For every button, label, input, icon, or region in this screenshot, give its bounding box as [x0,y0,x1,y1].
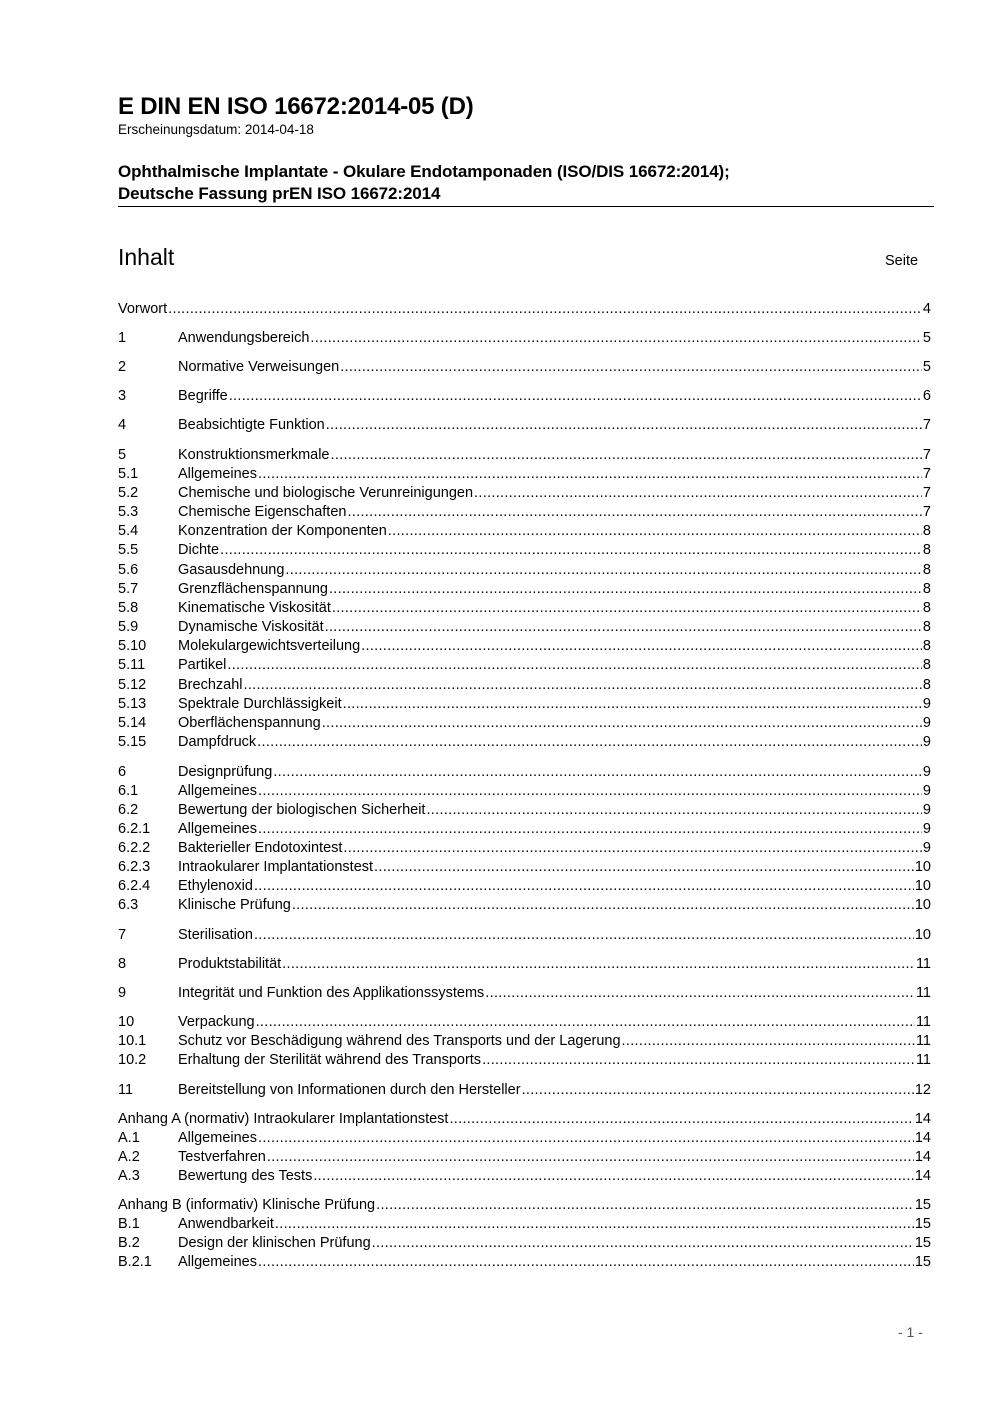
toc-entry-page: 9 [922,783,931,799]
toc-entry-label: Anhang B (informativ) Klinische Prüfung [118,1197,376,1213]
toc-entry[interactable] [118,1081,931,1100]
toc-entry-label: Anwendbarkeit [178,1216,274,1232]
toc-dot-leader [254,877,914,896]
toc-dot-leader [258,1253,914,1272]
toc-dot-leader [388,522,922,541]
toc-entry[interactable] [118,637,931,656]
toc-entry[interactable] [118,446,931,465]
toc-entry-page: 8 [922,523,931,539]
toc-entry[interactable] [118,599,931,618]
toc-dot-leader [374,858,914,877]
toc-entry-label: Designprüfung [178,764,273,780]
toc-entry-number: 6.2.3 [118,859,151,875]
publication-date: Erscheinungsdatum: 2014-04-18 [118,122,314,137]
toc-entry[interactable] [118,387,931,406]
toc-entry-label: Integrität und Funktion des Applikationssystems [178,985,485,1001]
toc-entry-page: 7 [922,504,931,520]
toc-entry-label: Intraokularer Implantationstest [178,859,374,875]
toc-entry-number: 5.8 [118,600,139,616]
toc-dot-leader [168,300,922,319]
toc-entry-label: Erhaltung der Sterilität während des Transports [178,1052,482,1068]
toc-dot-leader [227,656,922,675]
document-title-line-2: Deutsche Fassung prEN ISO 16672:2014 [118,184,441,203]
toc-entry-page: 15 [914,1235,931,1251]
toc-dot-leader [322,714,922,733]
toc-entry[interactable] [118,984,931,1003]
toc-entry[interactable] [118,358,931,377]
toc-entry-page: 10 [914,878,931,894]
toc-dot-leader [347,503,921,522]
toc-entry-label: Dampfdruck [178,734,257,750]
toc-entry-label: Chemische und biologische Verunreinigungen [178,485,474,501]
toc-entry-page: 8 [922,581,931,597]
toc-entry-label: Spektrale Durchlässigkeit [178,696,342,712]
toc-entry[interactable] [118,782,931,801]
toc-dot-leader [329,580,922,599]
toc-entry-label: Begriffe [178,388,228,404]
toc-entry-label: Bereitstellung von Informationen durch den Hersteller [178,1082,521,1098]
toc-entry-label: Dichte [178,542,220,558]
toc-dot-leader [343,695,922,714]
toc-entry-label: Gasausdehnung [178,562,285,578]
toc-entry-number: 6.2.4 [118,878,151,894]
toc-entry[interactable] [118,1013,931,1032]
toc-dot-leader [267,1148,914,1167]
toc-entry[interactable] [118,801,931,820]
toc-entry-label: Konzentration der Komponenten [178,523,387,539]
toc-entry-page: 8 [922,638,931,654]
toc-entry-label: Design der klinischen Prüfung [178,1235,371,1251]
toc-entry-number: 5.6 [118,562,139,578]
toc-entry-label: Produktstabilität [178,956,282,972]
toc-entry-number: 10.1 [118,1033,147,1049]
toc-entry-page: 11 [915,1014,931,1030]
toc-dot-leader [256,1013,915,1032]
toc-entry-number: 6.3 [118,897,139,913]
toc-dot-leader [275,1215,914,1234]
toc-entry-page: 7 [922,447,931,463]
toc-entry-number: B.1 [118,1216,140,1232]
toc-dot-leader [426,801,921,820]
toc-entry-label: Allgemeines [178,821,257,837]
toc-entry-page: 9 [922,696,931,712]
toc-entry[interactable] [118,858,931,877]
toc-entry-number: 5.15 [118,734,147,750]
toc-entry-number: 4 [118,417,127,433]
toc-dot-leader [325,618,922,637]
toc-entry-page: 15 [914,1216,931,1232]
toc-dot-leader [361,637,922,656]
toc-entry-number: 6.2.1 [118,821,151,837]
toc-entry-label: Molekulargewichtsverteilung [178,638,361,654]
toc-entry[interactable] [118,839,931,858]
toc-entry[interactable] [118,896,931,915]
toc-entry[interactable] [118,1253,931,1272]
toc-entry[interactable] [118,733,931,752]
toc-entry-number: 5.10 [118,638,147,654]
toc-entry-page: 6 [922,388,931,404]
toc-entry-number: 5.2 [118,485,139,501]
toc-entry[interactable] [118,618,931,637]
toc-entry-page: 8 [922,562,931,578]
toc-entry-page: 9 [922,734,931,750]
toc-entry-page: 8 [922,657,931,673]
toc-dot-leader [292,896,914,915]
toc-entry-page: 14 [914,1149,931,1165]
toc-entry-page: 12 [914,1082,931,1098]
toc-entry-label: Verpackung [178,1014,255,1030]
toc-entry-label: Schutz vor Beschädigung während des Transports und der Lagerung [178,1033,621,1049]
toc-entry[interactable] [118,926,931,945]
toc-entry[interactable] [118,580,931,599]
toc-dot-leader [343,839,922,858]
toc-entry[interactable] [118,561,931,580]
toc-entry-label: Allgemeines [178,783,257,799]
toc-entry-label: Oberflächenspannung [178,715,321,731]
toc-entry-page: 9 [922,802,931,818]
toc-dot-leader [220,541,922,560]
toc-entry-page: 8 [922,600,931,616]
toc-entry-number: 6.1 [118,783,139,799]
title-divider [118,206,934,207]
toc-dot-leader [331,446,922,465]
toc-entry[interactable] [118,1032,931,1051]
toc-dot-leader [257,733,922,752]
toc-entry-page: 11 [915,1033,931,1049]
toc-dot-leader [258,1129,914,1148]
toc-entry-number: 5.7 [118,581,139,597]
toc-entry-number: 1 [118,330,127,346]
toc-entry-label: Allgemeines [178,1254,257,1270]
toc-entry[interactable] [118,820,931,839]
toc-entry-page: 14 [914,1130,931,1146]
toc-entry-number: 5.5 [118,542,139,558]
toc-dot-leader [482,1051,915,1070]
toc-entry[interactable] [118,1129,931,1148]
toc-entry-page: 7 [922,485,931,501]
toc-entry-page: 10 [914,927,931,943]
toc-entry-number: 5.4 [118,523,139,539]
toc-entry[interactable] [118,1196,931,1215]
toc-entry[interactable] [118,522,931,541]
toc-dot-leader [258,820,922,839]
toc-dot-leader [229,387,922,406]
toc-dot-leader [243,676,921,695]
document-title [118,161,730,205]
toc-entry[interactable] [118,300,931,319]
toc-entry-page: 14 [914,1111,931,1127]
toc-entry[interactable] [118,763,931,782]
toc-entry[interactable] [118,541,931,560]
toc-entry-page: 8 [922,619,931,635]
toc-entry-page: 11 [915,956,931,972]
toc-dot-leader [474,484,922,503]
toc-entry[interactable] [118,676,931,695]
toc-entry-number: 6 [118,764,127,780]
toc-entry-page: 8 [922,677,931,693]
toc-dot-leader [258,465,922,484]
toc-heading: Inhalt [118,244,175,270]
toc-entry[interactable] [118,465,931,484]
toc-dot-leader [449,1110,913,1129]
toc-entry-page: 10 [914,859,931,875]
toc-entry[interactable] [118,1167,931,1186]
toc-entry-number: 5.11 [118,657,146,673]
toc-entry-number: 5.9 [118,619,139,635]
toc-entry-label: Normative Verweisungen [178,359,340,375]
toc-entry-number: 2 [118,359,127,375]
toc-dot-leader [313,1167,914,1186]
toc-entry[interactable] [118,416,931,435]
toc-entry-page: 10 [914,897,931,913]
toc-dot-leader [310,329,922,348]
toc-entry-page: 9 [922,764,931,780]
toc-entry[interactable] [118,484,931,503]
toc-entry-label: Partikel [178,657,227,673]
toc-entry-number: 8 [118,956,127,972]
footer-page-number: - 1 - [898,1324,923,1340]
toc-entry[interactable] [118,1215,931,1234]
toc-entry-label: Ethylenoxid [178,878,253,894]
toc-dot-leader [485,984,915,1003]
toc-entry-number: 5.12 [118,677,147,693]
toc-entry-number: 5 [118,447,127,463]
toc-entry-number: A.3 [118,1168,140,1184]
toc-entry-number: 5.14 [118,715,147,731]
toc-entry-page: 11 [915,1052,931,1068]
toc-entry[interactable] [118,329,931,348]
toc-entry-label: Anwendungsbereich [178,330,310,346]
toc-entry[interactable] [118,503,931,522]
toc-entry[interactable] [118,1051,931,1070]
toc-entry-number: B.2.1 [118,1254,152,1270]
toc-entry-label: Kinematische Viskosität [178,600,331,616]
toc-entry-number: A.2 [118,1149,140,1165]
toc-entry-page: 7 [922,466,931,482]
toc-entry-page: 5 [922,330,931,346]
toc-entry-label: Brechzahl [178,677,243,693]
toc-dot-leader [273,763,922,782]
toc-entry-page: 14 [914,1168,931,1184]
toc-entry-number: 6.2 [118,802,139,818]
toc-dot-leader [340,358,922,377]
toc-entry-number: 3 [118,388,127,404]
toc-entry[interactable] [118,695,931,714]
toc-dot-leader [622,1032,915,1051]
toc-entry-label: Anhang A (normativ) Intraokularer Implantationstest [118,1111,449,1127]
toc-entry-label: Allgemeines [178,1130,257,1146]
toc-page-column-label: Seite [885,253,919,269]
toc-entry-label: Bakterieller Endotoxintest [178,840,343,856]
toc-dot-leader [282,955,915,974]
document-title-line-1: Ophthalmische Implantate - Okulare Endotamponaden (ISO/DIS 16672:2014); [118,162,730,181]
toc-entry-number: 11 [118,1082,134,1098]
toc-entry-page: 15 [914,1254,931,1270]
toc-entry[interactable] [118,955,931,974]
toc-entry-label: Beabsichtigte Funktion [178,417,325,433]
toc-dot-leader [285,561,922,580]
toc-entry-number: 10 [118,1014,135,1030]
toc-entry-page: 15 [914,1197,931,1213]
document-code: E DIN EN ISO 16672:2014-05 (D) [118,93,474,120]
toc-dot-leader [332,599,922,618]
toc-entry-label: Bewertung der biologischen Sicherheit [178,802,426,818]
toc-entry[interactable] [118,1110,931,1129]
toc-entry-page: 9 [922,821,931,837]
toc-entry-page: 11 [915,985,931,1001]
toc-entry-number: 10.2 [118,1052,147,1068]
toc-entry-number: 7 [118,927,127,943]
toc-entry-page: 9 [922,715,931,731]
toc-dot-leader [522,1081,914,1100]
toc-entry-number: 6.2.2 [118,840,151,856]
toc-dot-leader [258,782,922,801]
toc-entry-page: 9 [922,840,931,856]
toc-dot-leader [376,1196,914,1215]
toc-entry[interactable] [118,714,931,733]
toc-dot-leader [326,416,922,435]
toc-entry-number: 5.3 [118,504,139,520]
toc-dot-leader [372,1234,914,1253]
toc-entry-label: Chemische Eigenschaften [178,504,347,520]
toc-entry-page: 8 [922,542,931,558]
toc-entry-label: Testverfahren [178,1149,266,1165]
toc-entry-label: Vorwort [118,301,168,317]
toc-entry-page: 5 [922,359,931,375]
toc-entry-number: B.2 [118,1235,140,1251]
toc-entry-label: Bewertung des Tests [178,1168,313,1184]
toc-entry-label: Dynamische Viskosität [178,619,324,635]
toc-entry-label: Sterilisation [178,927,253,943]
toc-entry-number: 5.13 [118,696,147,712]
toc-entry-page: 4 [922,301,931,317]
toc-entry-label: Klinische Prüfung [178,897,291,913]
toc-entry[interactable] [118,1148,931,1167]
toc-entry[interactable] [118,1234,931,1253]
toc-entry-label: Grenzflächenspannung [178,581,328,597]
toc-entry-number: 5.1 [118,466,139,482]
toc-entry[interactable] [118,656,931,675]
toc-entry-label: Allgemeines [178,466,257,482]
toc-entry-page: 7 [922,417,931,433]
toc-dot-leader [254,926,914,945]
toc-entry-number: 9 [118,985,127,1001]
toc-entry-number: A.1 [118,1130,140,1146]
toc-entry[interactable] [118,877,931,896]
toc-entry-label: Konstruktionsmerkmale [178,447,330,463]
